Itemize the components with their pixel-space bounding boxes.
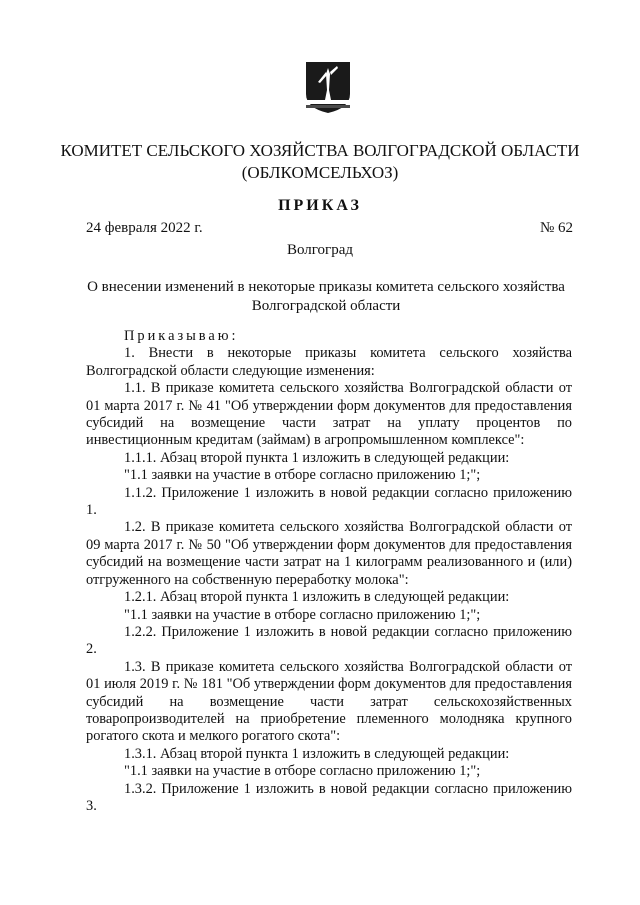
document-number: № 62 (540, 220, 574, 236)
quote-1-3-1: "1.1 заявки на участие в отборе согласно приложению 1;"; (124, 763, 481, 780)
paragraph-1-2-2: 1.2.2. Приложение 1 изложить в новой редакции согласно приложению 2. (86, 623, 572, 658)
paragraph-1-1: 1.1. В приказе комитета сельского хозяйства Волгоградской области от 01 марта 2017 г. № 41 "Об утверждении форм документов для предоставления субсидий на возмещение части затрат на уплату процентов по инвестиционным кредитам (займам) в агропромышленном комплексе": (86, 380, 572, 449)
document-subject: О внесении изменений в некоторые приказы комитета сельского хозяйства Волгоградской области (87, 279, 565, 314)
paragraph-1-1-2: 1.1.2. Приложение 1 изложить в новой редакции согласно приложению 1. (86, 484, 572, 519)
document-city: Волгоград (286, 242, 353, 258)
organization-line-2: (ОБЛКОМСЕЛЬХОЗ) (241, 163, 399, 182)
organization-name (0, 140, 640, 184)
order-clause: Приказываю: (124, 328, 239, 344)
paragraph-1: 1. Внести в некоторые приказы комитета сельского хозяйства Волгоградской области следующие изменения: (86, 345, 572, 379)
paragraph-1-3-2: 1.3.2. Приложение 1 изложить в новой редакции согласно приложению 3. (86, 780, 572, 814)
document-type: ПРИКАЗ (278, 197, 362, 214)
quote-1-1-1: "1.1 заявки на участие в отборе согласно приложению 1;"; (124, 467, 481, 484)
document-body (86, 328, 572, 815)
coat-of-arms-icon (304, 60, 352, 114)
paragraph-1-3-1: 1.3.1. Абзац второй пункта 1 изложить в следующей редакции: (124, 745, 510, 762)
quote-1-2-1: "1.1 заявки на участие в отборе согласно приложению 1;"; (124, 606, 481, 623)
paragraph-1-2-1: 1.2.1. Абзац второй пункта 1 изложить в следующей редакции: (124, 589, 510, 606)
document-date: 24 февраля 2022 г. (86, 220, 203, 236)
organization-line-1: КОМИТЕТ СЕЛЬСКОГО ХОЗЯЙСТВА ВОЛГОГРАДСКОЙ ОБЛАСТИ (60, 141, 580, 160)
paragraph-1-2: 1.2. В приказе комитета сельского хозяйства Волгоградской области от 09 марта 2017 г. № 50 "Об утверждении форм документов для предоставления субсидий на возмещение части затрат на 1 килограмм реализованного и (или) отгруженного на собственную переработку молока": (86, 519, 572, 588)
paragraph-1-1-1: 1.1.1. Абзац второй пункта 1 изложить в следующей редакции: (124, 449, 510, 466)
paragraph-1-3: 1.3. В приказе комитета сельского хозяйства Волгоградской области от 01 июля 2019 г. № 181 "Об утверждении форм документов для предоставления субсидий на возмещение части затрат сельскохозяйственных товаропроизводителей на приобретение племенного молодняка крупного рогатого скота и мелкого рогатого скота": (86, 658, 572, 745)
